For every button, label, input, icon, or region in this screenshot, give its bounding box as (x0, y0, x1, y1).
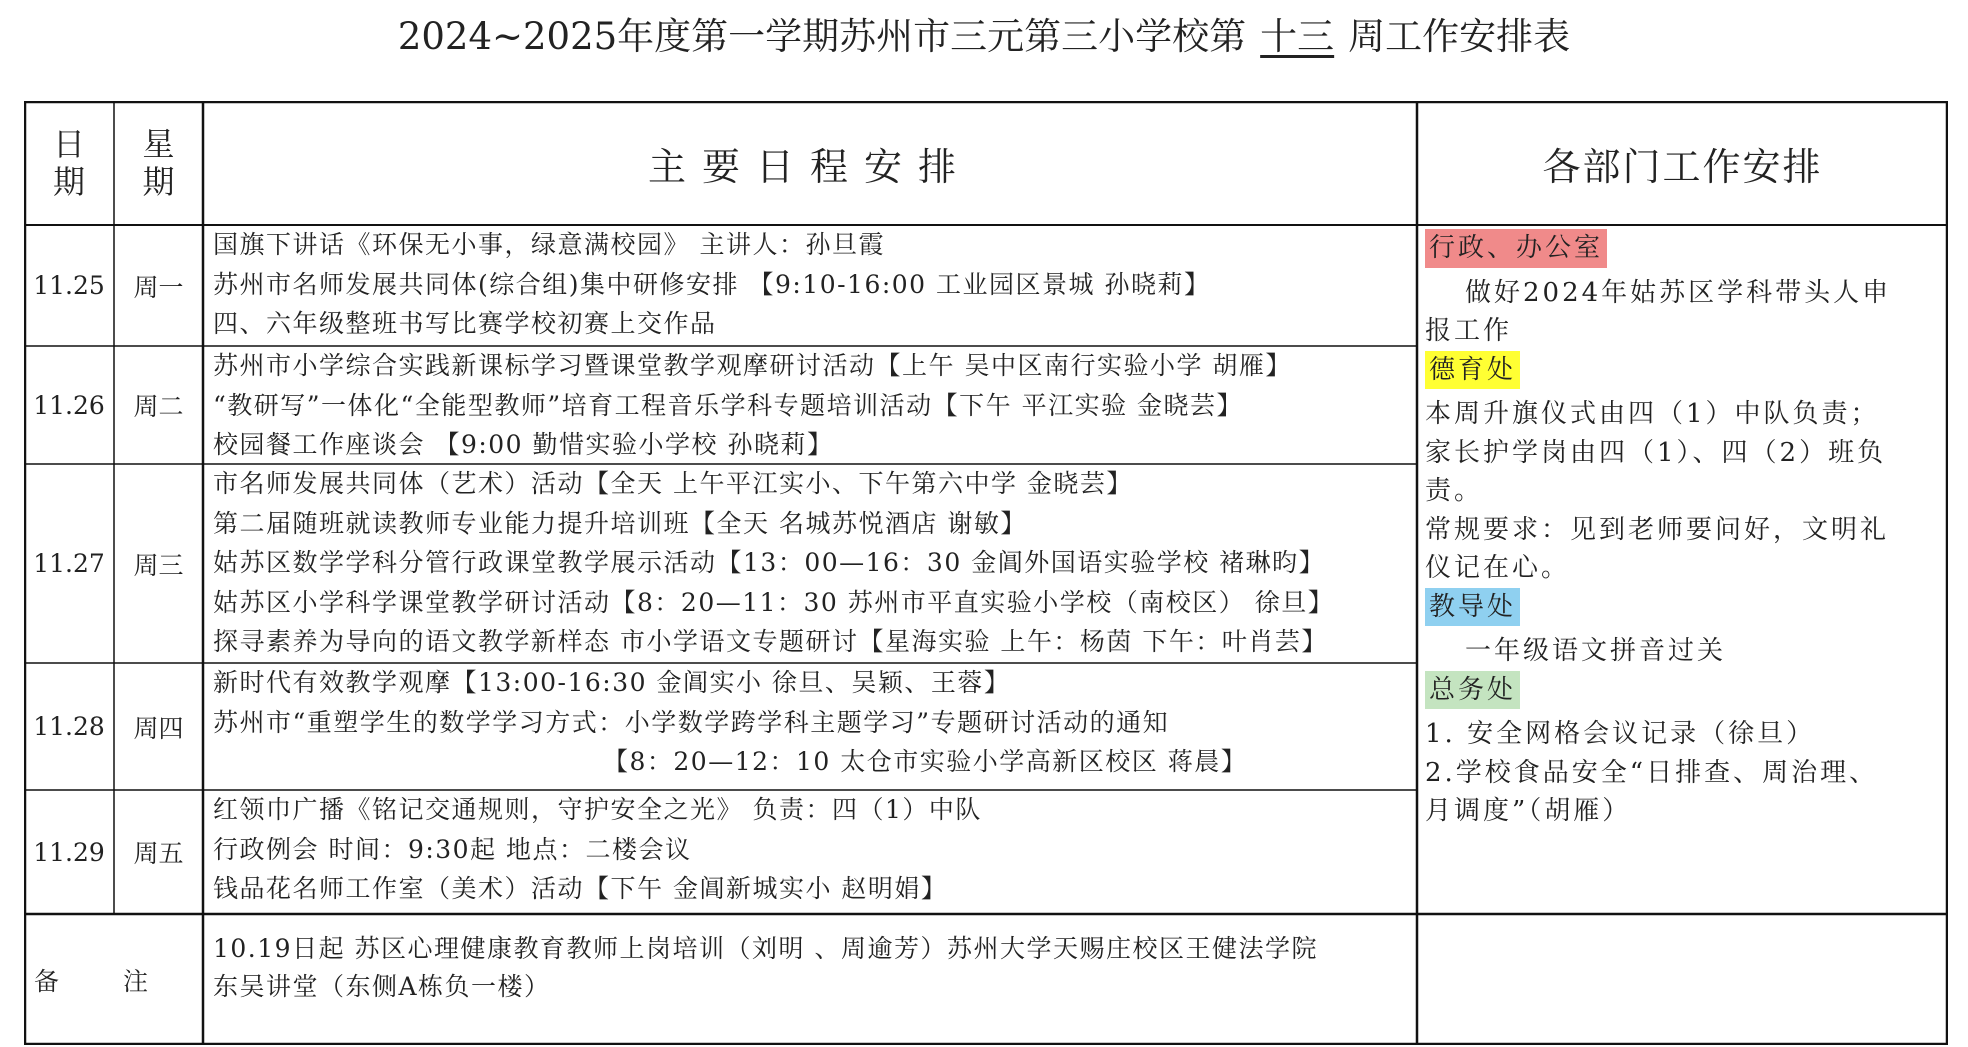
schedule-item: 苏州市名师发展共同体(综合组)集中研修安排 【9:10-16:00 工业园区景城 孙晓莉】 (213, 269, 1211, 299)
date-cell: 11.25 (33, 271, 105, 300)
weekday-cell: 周三 (133, 550, 184, 580)
department-line: 月调度”（胡雁） (1425, 796, 1632, 826)
day-schedule-thursday (203, 663, 1417, 790)
schedule-item: 行政例会 时间：9:30起 地点：二楼会议 (213, 834, 692, 864)
department-tag-admin: 行政、办公室 (1425, 229, 1607, 268)
department-line: 责。 (1425, 476, 1484, 506)
notes-label: 备 注 (34, 966, 176, 996)
date-cell: 11.26 (33, 390, 105, 420)
schedule-item: 【8：20—12：10 太仓市实验小学高新区校区 蒋晨】 (603, 747, 1248, 776)
day-schedule-monday (203, 225, 1417, 346)
department-line: 仪记在心。 (1425, 553, 1571, 583)
schedule-table (24, 101, 1948, 1045)
schedule-item: 探寻素养为导向的语文教学新样态 市小学语文专题研讨【星海实验 上午：杨茵 下午：叶肖芸】 (213, 627, 1328, 656)
department-work-panel (1417, 225, 1948, 914)
weekday-cell: 周五 (133, 839, 184, 868)
schedule-item: 校园餐工作座谈会 【9:00 勤惜实验小学校 孙晓莉】 (213, 430, 834, 459)
department-line: 家长护学岗由四（1）、四（2）班负 (1425, 437, 1887, 468)
schedule-item: 新时代有效教学观摩【13:00-16:30 金阊实小 徐旦、吴颖、王蓉】 (213, 668, 1011, 697)
weekday-cell: 周四 (133, 713, 184, 743)
schedule-item: 红领巾广播《铭记交通规则，守护安全之光》 负责：四（1）中队 (213, 795, 982, 824)
department-line: 1. 安全网格会议记录（徐旦） (1425, 719, 1816, 749)
day-schedule-tuesday (203, 346, 1417, 464)
header-department-work: 各部门工作安排 (1542, 144, 1823, 189)
department-tag-general-affairs: 总务处 (1425, 671, 1520, 710)
page-title (0, 6, 1968, 60)
department-tag-academic-affairs: 教导处 (1425, 588, 1520, 627)
department-line: 本周升旗仪式由四（1）中队负责； (1425, 399, 1880, 429)
schedule-item: 苏州市小学综合实践新课标学习暨课堂教学观摩研讨活动【上午 吴中区南行实验小学 胡雁】 (213, 351, 1292, 380)
header-weekday: 星 期 (142, 125, 175, 201)
schedule-item: 钱品花名师工作室（美术）活动【下午 金阊新城实小 赵明娟】 (213, 874, 948, 903)
department-tag-moral-education: 德育处 (1425, 351, 1520, 390)
department-line: 一年级语文拼音过关 (1465, 636, 1727, 666)
schedule-item: 四、六年级整班书写比赛学校初赛上交作品 (213, 309, 717, 338)
department-line: 报工作 (1425, 316, 1513, 346)
date-cell: 11.29 (33, 837, 105, 867)
notes-content (203, 914, 1417, 1045)
department-line: 做好2024年姑苏区学科带头人申 (1465, 277, 1892, 308)
department-line: 2.学校食品安全“日排查、周治理、 (1425, 757, 1879, 788)
date-cell: 11.28 (33, 712, 105, 741)
weekday-cell: 周一 (133, 272, 184, 302)
department-line: 常规要求：见到老师要问好，文明礼 (1425, 514, 1890, 545)
schedule-item: “教研写”一体化“全能型教师”培育工程音乐学科专题培训活动【下午 平江实验 金晓芸】 (213, 390, 1244, 420)
schedule-item: 苏州市“重塑学生的数学学习方式：小学数学跨学科主题学习”专题研讨活动的通知 (213, 707, 1170, 737)
date-cell: 11.27 (33, 549, 105, 578)
header-date: 日 期 (52, 125, 85, 201)
note-line: 东吴讲堂（东侧A栋负一楼） (213, 972, 551, 1001)
day-schedule-wednesday (203, 464, 1417, 663)
day-schedule-friday (203, 790, 1417, 914)
weekday-cell: 周二 (133, 392, 184, 421)
schedule-item: 姑苏区小学科学课堂教学研讨活动【8：20—11：30 苏州市平直实验小学校（南校区） 徐旦】 (213, 587, 1335, 617)
schedule-item: 姑苏区数学学科分管行政课堂教学展示活动【13：00—16：30 金阊外国语实验学校 褚琳昀】 (213, 548, 1326, 577)
title-suffix: 周工作安排表 (1348, 15, 1571, 58)
title-prefix: 2024~2025年度第一学期苏州市三元第三小学校第 (397, 15, 1247, 58)
schedule-item: 国旗下讲话《环保无小事，绿意满校园》 主讲人：孙旦霞 (213, 230, 885, 259)
schedule-item: 第二届随班就读教师专业能力提升培训班【全天 名城苏悦酒店 谢敏】 (213, 508, 1027, 538)
schedule-item: 市名师发展共同体（艺术）活动【全天 上午平江实小、下午第六中学 金晓芸】 (213, 469, 1133, 498)
note-line: 10.19日起 苏区心理健康教育教师上岗培训（刘明 、周逾芳）苏州大学天赐庄校区王健法学院 (213, 934, 1318, 963)
title-week-number: 十三 (1260, 15, 1335, 58)
notes-empty-cell (1417, 914, 1948, 1045)
header-main-schedule: 主要日程安排 (647, 144, 972, 189)
